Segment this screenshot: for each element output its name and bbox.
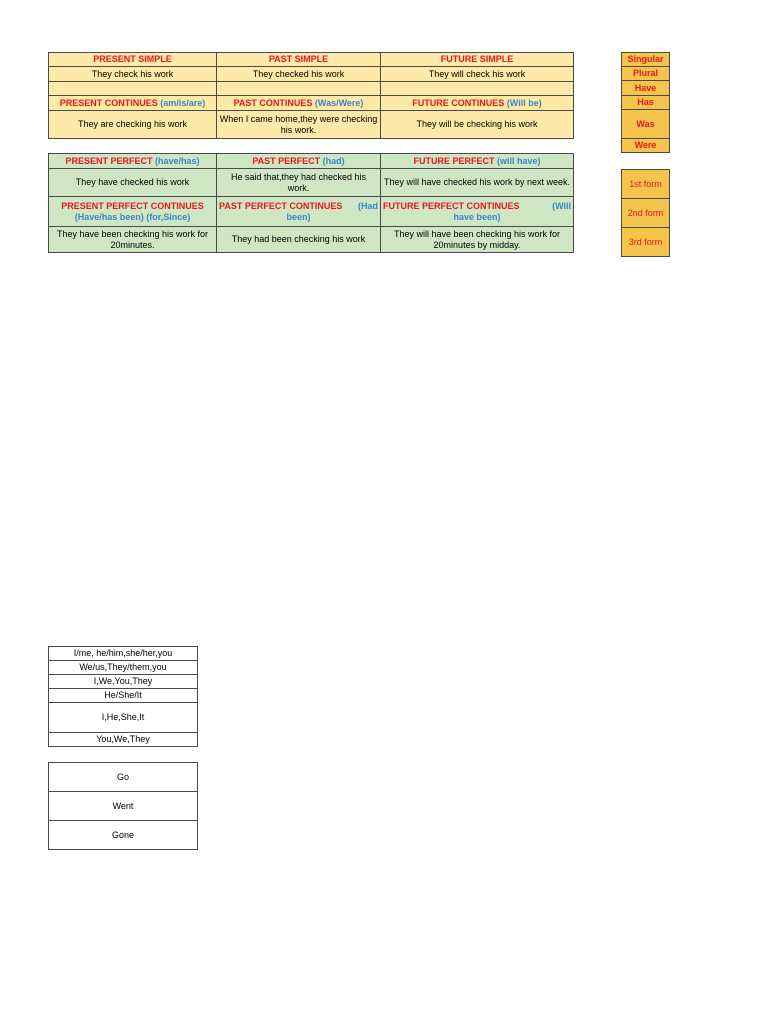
verb-forms-list: [621, 169, 670, 257]
helper-plural[interactable]: Plural: [622, 67, 670, 81]
example-past-simple[interactable]: They checked his work: [217, 67, 381, 82]
header-line: FUTURE PERFECT CONTINUES (Will: [383, 200, 571, 211]
header-past-perfect-continues[interactable]: PAST PERFECT CONTINUES (Had been): [217, 197, 381, 227]
pronoun-row[interactable]: I,He,She,It: [49, 703, 198, 733]
pronoun-row[interactable]: I/me, he/him,she/her,you: [49, 647, 198, 661]
empty-cell[interactable]: [381, 82, 574, 96]
empty-cell[interactable]: [49, 82, 217, 96]
header-future-simple[interactable]: FUTURE SIMPLE: [381, 53, 574, 67]
helper-was[interactable]: Was: [622, 110, 670, 139]
header-past-perfect[interactable]: PAST PERFECT (had): [217, 154, 381, 169]
header-present-continues[interactable]: PRESENT CONTINUES (am/is/are): [49, 96, 217, 111]
helper-words-list: [621, 52, 670, 153]
header-future-perfect-continues[interactable]: FUTURE PERFECT CONTINUES (Will have been): [381, 197, 574, 227]
header-past-continues[interactable]: PAST CONTINUES (Was/Were): [217, 96, 381, 111]
example-present-continues[interactable]: They are checking his work: [49, 111, 217, 139]
header-line: PAST PERFECT CONTINUES (Had: [219, 200, 378, 211]
example-past-perfect-continues[interactable]: They had been checking his work: [217, 227, 381, 253]
verb-form-gone[interactable]: Gone: [49, 821, 198, 850]
helper-singular[interactable]: Singular: [622, 53, 670, 67]
header-past-simple[interactable]: PAST SIMPLE: [217, 53, 381, 67]
header-present-perfect-continues[interactable]: PRESENT PERFECT CONTINUES (Have/has been) (for,Since): [49, 197, 217, 227]
form-third[interactable]: 3rd form: [622, 228, 670, 257]
header-present-perfect[interactable]: PRESENT PERFECT (have/has): [49, 154, 217, 169]
header-future-perfect[interactable]: FUTURE PERFECT (will have): [381, 154, 574, 169]
example-present-perfect[interactable]: They have checked his work: [49, 169, 217, 197]
example-present-perfect-continues[interactable]: They have been checking his work for 20minutes.: [49, 227, 217, 253]
example-present-simple[interactable]: They check his work: [49, 67, 217, 82]
simple-continuous-tense-table: [48, 52, 574, 139]
pronouns-table: [48, 646, 198, 747]
pronoun-row[interactable]: You,We,They: [49, 733, 198, 747]
example-past-perfect[interactable]: He said that,they had checked his work.: [217, 169, 381, 197]
helper-have[interactable]: Have: [622, 81, 670, 96]
verb-go-forms-table: [48, 762, 198, 850]
example-future-perfect-continues[interactable]: They will have been checking his work for 20minutes by midday.: [381, 227, 574, 253]
example-future-perfect[interactable]: They will have checked his work by next week.: [381, 169, 574, 197]
verb-form-go[interactable]: Go: [49, 763, 198, 792]
pronoun-row[interactable]: We/us,They/them,you: [49, 661, 198, 675]
header-future-continues[interactable]: FUTURE CONTINUES (Will be): [381, 96, 574, 111]
example-future-simple[interactable]: They will check his work: [381, 67, 574, 82]
example-past-continues[interactable]: When I came home,they were checking his work.: [217, 111, 381, 139]
helper-has[interactable]: Has: [622, 96, 670, 110]
helper-were[interactable]: Were: [622, 139, 670, 153]
pronoun-row[interactable]: He/She/It: [49, 689, 198, 703]
pronoun-row[interactable]: I,We,You,They: [49, 675, 198, 689]
example-future-continues[interactable]: They will be checking his work: [381, 111, 574, 139]
form-second[interactable]: 2nd form: [622, 199, 670, 228]
header-present-simple[interactable]: PRESENT SIMPLE: [49, 53, 217, 67]
verb-form-went[interactable]: Went: [49, 792, 198, 821]
form-first[interactable]: 1st form: [622, 170, 670, 199]
empty-cell[interactable]: [217, 82, 381, 96]
perfect-tense-table: [48, 153, 574, 253]
